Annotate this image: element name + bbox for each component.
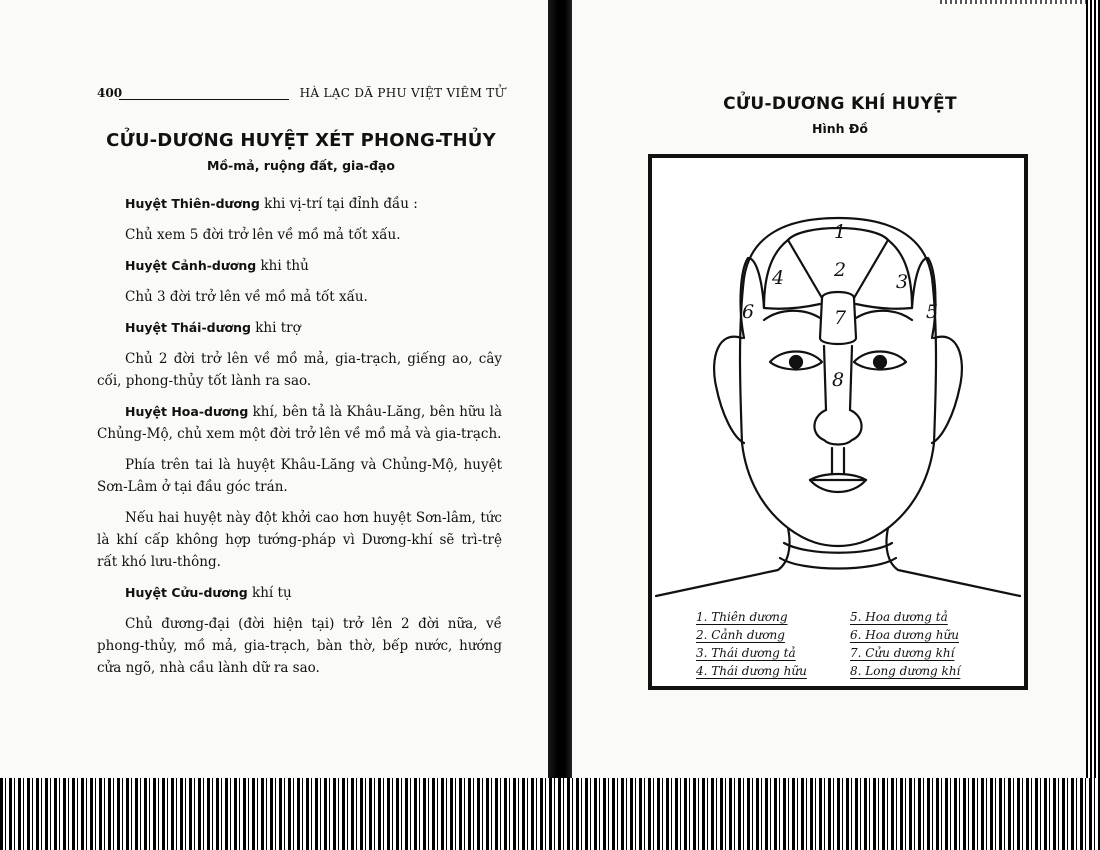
legend-item: 6. Hoa dương hữu — [850, 628, 959, 642]
body-paragraph — [97, 317, 502, 339]
region-label-7: 7 — [834, 307, 847, 329]
paragraph-text: Nếu hai huyệt này đột khởi cao hơn huyệt Sơn-lâm, tức là khí cấp không hợp tướng-pháp vì Dương-khí sẽ trì-trệ rất khó lưu-thông. — [97, 510, 502, 570]
paragraph-heading: Huyệt Cửu-dương — [125, 585, 248, 600]
book-gutter — [548, 0, 572, 850]
region-2-left — [788, 240, 822, 298]
scan-artifact-right — [1086, 0, 1100, 778]
body-paragraph — [97, 507, 502, 573]
region-2-right — [854, 240, 888, 298]
region-label-6: 6 — [742, 301, 755, 323]
nose-bridge-left — [824, 346, 826, 410]
body-paragraph — [97, 401, 502, 445]
chapter-title: CỬU-DƯƠNG HUYỆT XÉT PHONG-THỦY — [106, 130, 496, 151]
legend-item: 2. Cảnh dương — [696, 628, 785, 642]
running-head-title: HÀ LẠC DÃ PHU VIỆT VIÊM TỬ — [299, 86, 505, 100]
figure-title: CỬU-DƯƠNG KHÍ HUYỆT — [723, 94, 957, 114]
right-pupil — [874, 356, 886, 368]
paragraph-text: khi trợ — [250, 320, 301, 336]
legend-item: 1. Thiên dương — [696, 610, 788, 624]
legend-item: 5. Hoa dương tả — [850, 610, 948, 624]
paragraph-text: khí tụ — [247, 585, 292, 601]
paragraph-text: khí, bên tả là Khâu-Lăng, bên hữu là Chủng-Mộ, chủ xem một đời trở lên về mồ mả và gia-trạch. — [97, 404, 502, 442]
body-paragraph — [97, 224, 502, 246]
scan-artifact-bottom — [0, 778, 1100, 850]
legend-item: 7. Cửu dương khí — [850, 646, 955, 660]
figure-legend — [696, 608, 1026, 688]
scan-artifact-top — [940, 0, 1086, 4]
body-paragraph — [97, 348, 502, 392]
paragraph-text: Chủ đương-đại (đời hiện tại) trở lên 2 đời nữa, về phong-thủy, mồ mả, gia-trạch, bàn thờ, bếp nước, hướng cửa ngõ, nhà cầu lành dữ ra sao. — [97, 616, 502, 676]
body-paragraph — [97, 613, 502, 679]
region-label-5: 5 — [926, 301, 939, 323]
mouth-lower — [810, 480, 866, 492]
face-diagram — [652, 158, 1024, 686]
paragraph-text: Chủ 3 đời trở lên về mồ mả tốt xấu. — [125, 289, 368, 305]
body-paragraph — [97, 582, 502, 604]
paragraph-heading: Huyệt Hoa-dương — [125, 404, 249, 419]
region-5-outline — [912, 258, 935, 338]
legend-item: 8. Long dương khí — [850, 664, 961, 678]
nose-tip — [814, 410, 861, 445]
philtrum — [832, 448, 844, 474]
running-head-rule — [119, 99, 289, 100]
body-paragraph — [97, 255, 502, 277]
left-pupil — [790, 356, 802, 368]
paragraph-heading: Huyệt Thiên-dương — [125, 196, 260, 211]
region-6-outline — [741, 258, 764, 338]
figure-subtitle: Hình Đồ — [812, 121, 868, 136]
region-label-2: 2 — [834, 259, 847, 281]
legend-column-right — [850, 608, 1000, 680]
paragraph-text: Phía trên tai là huyệt Khâu-Lăng và Chủng-Mộ, huyệt Sơn-Lâm ở tại đầu góc trán. — [97, 457, 502, 495]
left-eyebrow — [764, 311, 820, 320]
paragraph-text: khi vị-trí tại đỉnh đầu : — [259, 196, 418, 212]
region-label-1: 1 — [834, 221, 847, 243]
body-paragraph — [97, 286, 502, 308]
running-head — [97, 86, 505, 106]
paragraph-text: Chủ xem 5 đời trở lên về mồ mả tốt xấu. — [125, 227, 401, 243]
body-paragraph — [97, 193, 502, 215]
page-number: 400 — [97, 86, 123, 100]
neck-left — [656, 528, 790, 596]
legend-item: 3. Thái dương tả — [696, 646, 796, 660]
region-label-8: 8 — [832, 369, 845, 391]
legend-item: 4. Thái dương hữu — [696, 664, 807, 678]
legend-column-left — [696, 608, 846, 680]
chapter-subtitle: Mồ-mả, ruộng đất, gia-đạo — [207, 158, 395, 173]
body-paragraph — [97, 454, 502, 498]
paragraph-text: Chủ 2 đời trở lên về mồ mả, gia-trạch, giếng ao, cây cối, phong-thủy tốt lành ra sao. — [97, 351, 502, 389]
region-label-4: 4 — [772, 267, 785, 289]
paragraph-heading: Huyệt Cảnh-dương — [125, 258, 257, 273]
region-label-3: 3 — [896, 271, 909, 293]
body-text — [97, 193, 502, 688]
figure-frame — [648, 154, 1028, 690]
right-eyebrow — [856, 311, 912, 320]
neck-line-2 — [780, 558, 896, 569]
paragraph-heading: Huyệt Thái-dương — [125, 320, 251, 335]
neck-line-1 — [784, 543, 892, 553]
nose-bridge-right — [850, 346, 852, 410]
paragraph-text: khi thủ — [256, 258, 309, 274]
neck-right — [886, 528, 1020, 596]
